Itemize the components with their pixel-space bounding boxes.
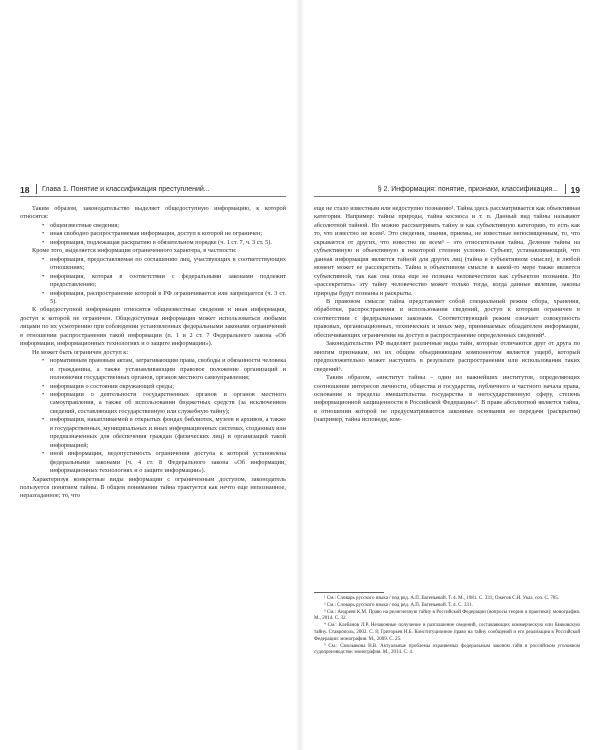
list-item: • нормативным правовым актам, затрагивающим права, свободы и обязанности человека и гражданина, а также устанавливающим правовое положение организаций и полномочия государственных органов, органов местного самоуправления;	[20, 357, 286, 382]
right-page	[300, 0, 600, 750]
paragraph: Законодательство РФ выделяет различные виды тайн, которые отличаются друг от друга по многим признакам, но их общим объединяющим компонентом является ущерб, который предположительно может наступить в результате распространения или использования таких сведений⁵.	[314, 340, 580, 373]
page-number: 19	[570, 185, 580, 195]
running-title: § 2. Информация: понятие, признаки, классификация...	[377, 186, 558, 193]
right-page-body	[314, 205, 580, 425]
paragraph: Характеризуя конкретные виды информации с ограниченным доступом, законодатель пользуется понятием тайны. В общем понимании тайна трактуется как нечто еще непознанное, неразгаданное; то, что	[20, 475, 286, 500]
right-page-header	[314, 184, 580, 197]
footnote: ⁵ См.: Смольякова Н.В. Актуальные проблемы охраняемых федеральным законом тайн в российском уголовном судопроизводстве: монография. М., 2014. С. 4.	[314, 643, 580, 656]
page-number: 18	[20, 185, 30, 195]
list-item: • информация, предоставляемая по соглашению лиц, участвующих в соответствующих отношениях;	[20, 256, 286, 273]
list-item: • информация, подлежащая раскрытию в обязательном порядке (ч. 1 ст. 7, ч. 3 ст. 5).	[20, 239, 286, 247]
list-item: • общеизвестные сведения;	[20, 222, 286, 230]
paragraph: К общедоступной информации относятся общеизвестные сведения и иная информация, доступ к которой не ограничен. Общедоступная информация может использоваться любыми лицами по их усмотрению при соблюдении установленных федеральными законами ограничений в отношении распространения такой информации (п. 1 и 2 ст. 7 Федерального закона «Об информации, информационных технологиях и о защите информации»).	[20, 306, 286, 348]
header-divider	[36, 184, 37, 194]
footnote: ⁴ См.: Клебанов Л.Р. Незаконные получение и разглашение сведений, составляющих коммерческую или банковскую тайну. Ставрополь, 2002. С. 8; Григорьев Н.Б. Конституционное право на тайну сообщений и его реализация в Российской Федерации: монография. М., 2009. С. 25.	[314, 623, 580, 642]
footnote: ² См.: Словарь русского языка / под ред. А.П. Евгеньевой. Т. 4. С. 331.	[324, 602, 473, 608]
footnote: ¹ См.: Словарь русского языка / под ред. А.П. Евгеньевой. Т. 4. М., 1981. С. 331; Ожегов С.И. Указ. соч. С. 785.	[324, 596, 560, 601]
paragraph: Таким образом, «институт тайны – один из важнейших институтов, определяющих соотношение интересов личности, общества и государства, публичного и частного начала права, основания и пределы вмешательства государства в негосударственную сферу, степень информационной защищенности в Российской Федерации»⁶. В праве абсолютной является тайна, в отношении которой не предусматриваются законные основания ее передачи (раскрытия) (например, тайна исповеди, ком-	[314, 374, 580, 424]
list-item: • информации о деятельности государственных органов и органов местного самоуправления, а также об использовании бюджетных средств (за исключением сведений, составляющих государственную или служебную тайну);	[20, 391, 286, 416]
list-item: • информации о состоянии окружающей среды;	[20, 383, 286, 391]
bullet-list	[20, 357, 286, 475]
list-item: • информации, накапливаемой в открытых фондах библиотек, музеев и архивов, а также в государственных, муниципальных и иных информационных системах, созданных или предназначенных для обеспечения граждан (физических лиц) и организаций такой информацией;	[20, 416, 286, 450]
list-item: • иной информации, недопустимость ограничения доступа к которой установлена федеральными законами (ч. 4 ст. 8 Федерального закона «Об информации, информационных технологиях и о защите информации»).	[20, 450, 286, 475]
running-title: Глава 1. Понятие и классификация преступлений...	[42, 186, 210, 193]
paragraph: Кроме того, выделяется информация ограниченного характера, в частности:	[32, 247, 237, 255]
list-item: • иная свободно распространяемая информация, доступ к которой не ограничен;	[20, 230, 286, 238]
paragraph: Не может быть ограничен доступ к:	[32, 348, 129, 356]
footnote: ³ См.: Андреев К.М. Право на религиозную тайну в Российской Федерации (вопросы теории и практики): монография. М., 2014. С. 32.	[314, 609, 580, 622]
paragraph: В правовом смысле тайна представляет собой специальный режим сбора, хранения, обработки, распространения и использования сведений, доступ к которым ограничен в соответствии с федеральными законами. Соответствующий режим означает совокупность правовых, организационных, технических и иных мер, принимаемых обладателем информации, обеспечивающих ограничения на доступ и распространение определенных сведений⁴.	[314, 297, 580, 339]
list-item: • информация, распространение которой в РФ ограничивается или запрещается (ч. 3 ст. 5).	[20, 290, 286, 307]
footnote-rule	[314, 592, 384, 593]
header-divider	[565, 184, 566, 194]
list-item: • информация, которая в соответствии с федеральными законами подлежит предоставлению;	[20, 273, 286, 290]
bullet-list	[20, 222, 286, 247]
bullet-list	[20, 256, 286, 307]
paragraph: Таким образом, законодательство выделяет общедоступную информацию, к которой относятся:	[20, 205, 286, 221]
footnotes	[314, 592, 580, 657]
paragraph: еще не стало известным или недоступно познанию¹. Тайна здесь рассматривается как объективная категория. Например: тайны природы, тайна космоса и т. п. Данный вид тайны называют абсолютной тайной. Но можно рассматривать тайну и как субъективную категорию, то есть как то, что известно не всем². Это сведения, знания, приемы, не известные непосвященным, то, что скрывается от других, что известно не всем³ – это относительная тайна. Деление тайны на субъективную и объективную в некоторой степени условно. Субъект, устанавливающий, что данная информация является тайной для других лиц (тайна в субъективном смысле), в любой момент может ее рассекретить. Тайна в объективном смысле в какой-то мере также является субъективной, так как она пока еще не познана человечеством как субъектом познания. Но «рассекретить» эту тайну человечество может только тогда, когда данные явления, законы природы будут познаны и раскрыты.	[314, 205, 580, 297]
left-page-body	[20, 205, 286, 501]
left-page-header	[20, 184, 286, 197]
